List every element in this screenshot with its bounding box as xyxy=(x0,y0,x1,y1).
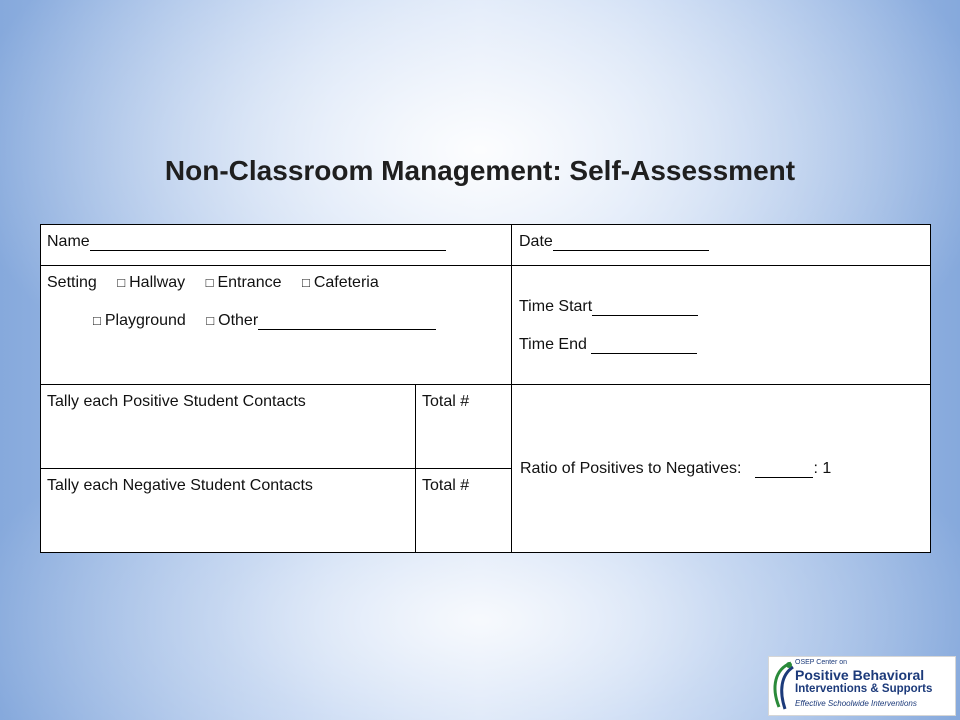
other-blank[interactable] xyxy=(258,313,436,330)
setting-line-1 xyxy=(47,274,505,292)
setting-line-2 xyxy=(47,312,505,330)
date-blank[interactable] xyxy=(553,234,709,251)
ratio-suffix: : 1 xyxy=(813,459,832,477)
setting-cell xyxy=(41,266,512,385)
name-label: Name xyxy=(47,233,90,250)
tally-negative-label: Tally each Negative Student Contacts xyxy=(47,477,313,494)
logo-line-2: Positive Behavioral xyxy=(795,667,925,683)
pbis-logo xyxy=(768,656,956,716)
total-positive-cell[interactable] xyxy=(416,385,512,469)
time-cell xyxy=(512,266,931,385)
logo-swirl-icon xyxy=(769,657,797,715)
ratio-label: Ratio of Positives to Negatives: xyxy=(520,459,742,477)
option-entrance: Entrance xyxy=(217,274,282,291)
checkbox-hallway[interactable]: □ xyxy=(117,275,126,290)
total-negative-label: Total # xyxy=(422,477,470,494)
date-label: Date xyxy=(519,233,553,250)
checkbox-entrance[interactable]: □ xyxy=(205,275,214,290)
tally-negative-cell[interactable] xyxy=(41,469,416,553)
tally-positive-cell[interactable] xyxy=(41,385,416,469)
logo-line-1: OSEP Center on xyxy=(795,659,848,666)
name-blank[interactable] xyxy=(90,234,446,251)
tally-positive-label: Tally each Positive Student Contacts xyxy=(47,393,306,410)
setting-row xyxy=(41,266,931,385)
ratio-cell xyxy=(512,385,931,553)
logo-line-3: Interventions & Supports xyxy=(795,683,933,695)
option-playground: Playground xyxy=(104,312,186,329)
total-negative-cell[interactable] xyxy=(416,469,512,553)
checkbox-cafeteria[interactable]: □ xyxy=(301,275,310,290)
self-assessment-form xyxy=(40,224,931,553)
total-positive-label: Total # xyxy=(422,393,470,410)
logo-line-4: Effective Schoolwide Interventions xyxy=(795,699,917,708)
option-hallway: Hallway xyxy=(129,274,186,291)
name-cell xyxy=(41,225,512,266)
option-cafeteria: Cafeteria xyxy=(313,274,379,291)
page-title: Non-Classroom Management: Self-Assessment xyxy=(164,155,796,186)
time-start-label: Time Start xyxy=(519,298,593,315)
checkbox-other[interactable]: □ xyxy=(206,313,215,328)
checkbox-playground[interactable]: □ xyxy=(93,313,101,328)
ratio-blank[interactable] xyxy=(755,461,813,478)
time-end xyxy=(519,336,924,354)
positive-row xyxy=(41,385,931,469)
date-cell xyxy=(512,225,931,266)
name-date-row xyxy=(41,225,931,266)
time-start-blank[interactable] xyxy=(592,299,698,316)
time-end-blank[interactable] xyxy=(591,337,697,354)
setting-label: Setting xyxy=(47,274,97,291)
time-end-label: Time End xyxy=(519,336,587,353)
option-other: Other xyxy=(218,312,259,329)
time-start xyxy=(519,298,924,316)
